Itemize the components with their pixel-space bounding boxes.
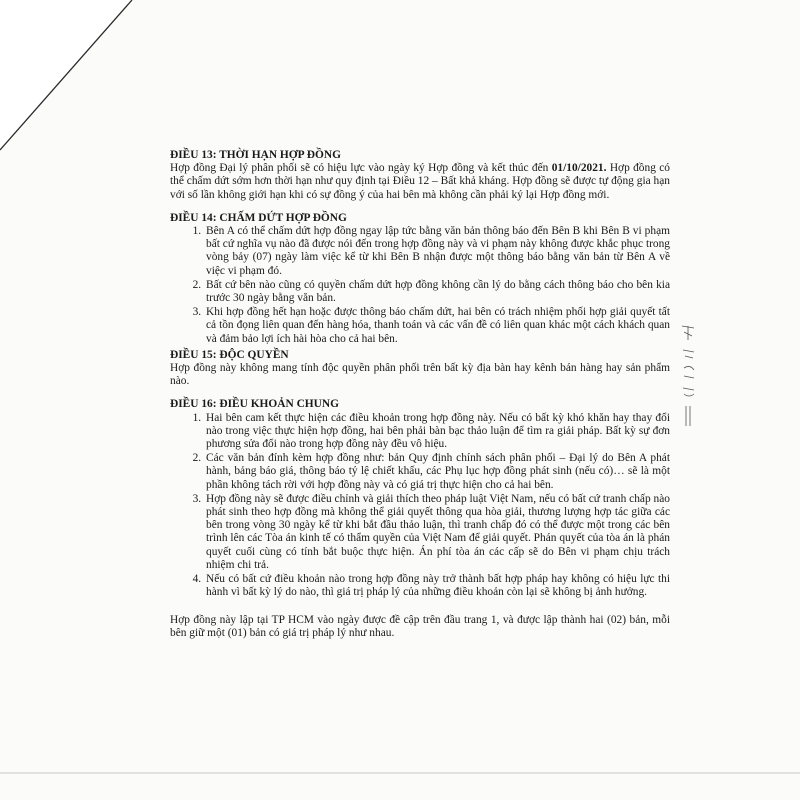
article-16-title: ĐIỀU 16: ĐIỀU KHOẢN CHUNG [170,398,339,411]
article-16-item: 3. Hợp đồng này sẽ được điều chỉnh và giải thích theo pháp luật Việt Nam, nếu có bất cứ tranh chấp nào phát sinh theo hợp đồng mà không thể giải quyết thông qua hòa giải, thương lượng hợp tác giữa các bên trong vòng 30 ngày kể từ khi bắt đầu thảo luận, thì tranh chấp đó có thể được một trong các bên trình lên các Tòa án kinh tế có thẩm quyền của Việt Nam để giải quyết. Phán quyết của tòa án là phán quyết cuối cùng có tính bắt buộc thực hiện. Án phí tòa án các cấp sẽ do Bên vi phạm chịu trách nhiệm chi trả. [204,493,670,572]
article-13-text-end: Hợp đồng có thể chấm dứt sớm hơn thời hạn như quy định tại Điều 12 – Bất khả kháng. Hợp đồng sẽ được tự động gia hạn với số lần không giới hạn khi có sự đồng ý của hai bên mà không cần phải ký lại Hợp đồng mới. [170,162,670,201]
margin-handwriting [676,322,702,432]
article-14-list [170,225,670,346]
article-16-item: 2. Các văn bản đính kèm hợp đồng như: bản Quy định chính sách phân phối – Đại lý do Bên A phát hành, bảng báo giá, thông báo tỷ lệ chiết khấu, các Phụ lục hợp đồng phát sinh (nếu có)… sẽ là một phần không tách rời với hợp đồng này và có giá trị thực hiện cho cả hai bên. [204,452,670,492]
contract-text [170,149,670,640]
article-13-text-start: Hợp đồng Đại lý phân phối sẽ có hiệu lực vào ngày ký Hợp đồng và kết thúc đến [170,162,552,175]
article-16-item: 1. Hai bên cam kết thực hiện các điều khoản trong hợp đồng này. Nếu có bất kỳ khó khăn hay thay đổi nào trong việc thực hiện hợp đồng, hai bên phải bàn bạc thảo luận để tìm ra giải pháp. Bất kỳ sự đơn phương sửa đổi nào trong hợp đồng này đều vô hiệu. [204,412,670,452]
article-16-list [170,412,670,600]
article-14 [170,212,670,346]
article-15-title: ĐIỀU 15: ĐỘC QUYỀN [170,348,289,361]
article-13-body [170,162,670,202]
article-13-end-date: 01/10/2021. [551,162,607,175]
article-16 [170,398,670,599]
article-14-item: 2. Bất cứ bên nào cũng có quyền chấm dứt hợp đồng không cần lý do bằng cách thông báo cho bên kia trước 30 ngày bằng văn bản. [204,279,670,305]
article-14-item: 3. Khi hợp đồng hết hạn hoặc được thông báo chấm dứt, hai bên có trách nhiệm phối hợp giải quyết tất cả tồn đọng liên quan đến hàng hóa, thanh toán và các vấn đề có liên quan khác một cách khách quan và đảm bảo lợi ích hài hòa cho cả hai bên. [204,306,670,346]
article-14-title: ĐIỀU 14: CHẤM DỨT HỢP ĐỒNG [170,211,347,224]
article-15-body: Hợp đồng này không mang tính độc quyền phân phối trên bất kỳ địa bàn hay kênh bán hàng hay sản phẩm nào. [170,362,670,388]
article-16-item: 4. Nếu có bất cứ điều khoản nào trong hợp đồng này trở thành bất hợp pháp hay không có hiệu lực thi hành vì bất kỳ lý do nào, thì giá trị pháp lý của những điều khoản còn lại sẽ không bị ảnh hưởng. [204,573,670,599]
article-13 [170,149,670,202]
article-13-title: ĐIỀU 13: THỜI HẠN HỢP ĐỒNG [170,149,341,161]
closing-statement: Hợp đồng này lập tại TP HCM vào ngày được đề cập trên đầu trang 1, và được lập thành hai (02) bản, mỗi bên giữ một (01) bản có giá trị pháp lý như nhau. [170,613,670,639]
article-15 [170,349,670,389]
article-14-item: 1. Bên A có thể chấm dứt hợp đồng ngay lập tức bằng văn bản thông báo đến Bên B khi Bên B vi phạm bất cứ nghĩa vụ nào đã được nói đến trong hợp đồng này và vi phạm này không được khắc phục trong vòng bảy (07) ngày làm việc kể từ khi Bên B nhận được một thông báo bằng văn bản từ Bên A về việc vi phạm đó. [204,225,670,278]
